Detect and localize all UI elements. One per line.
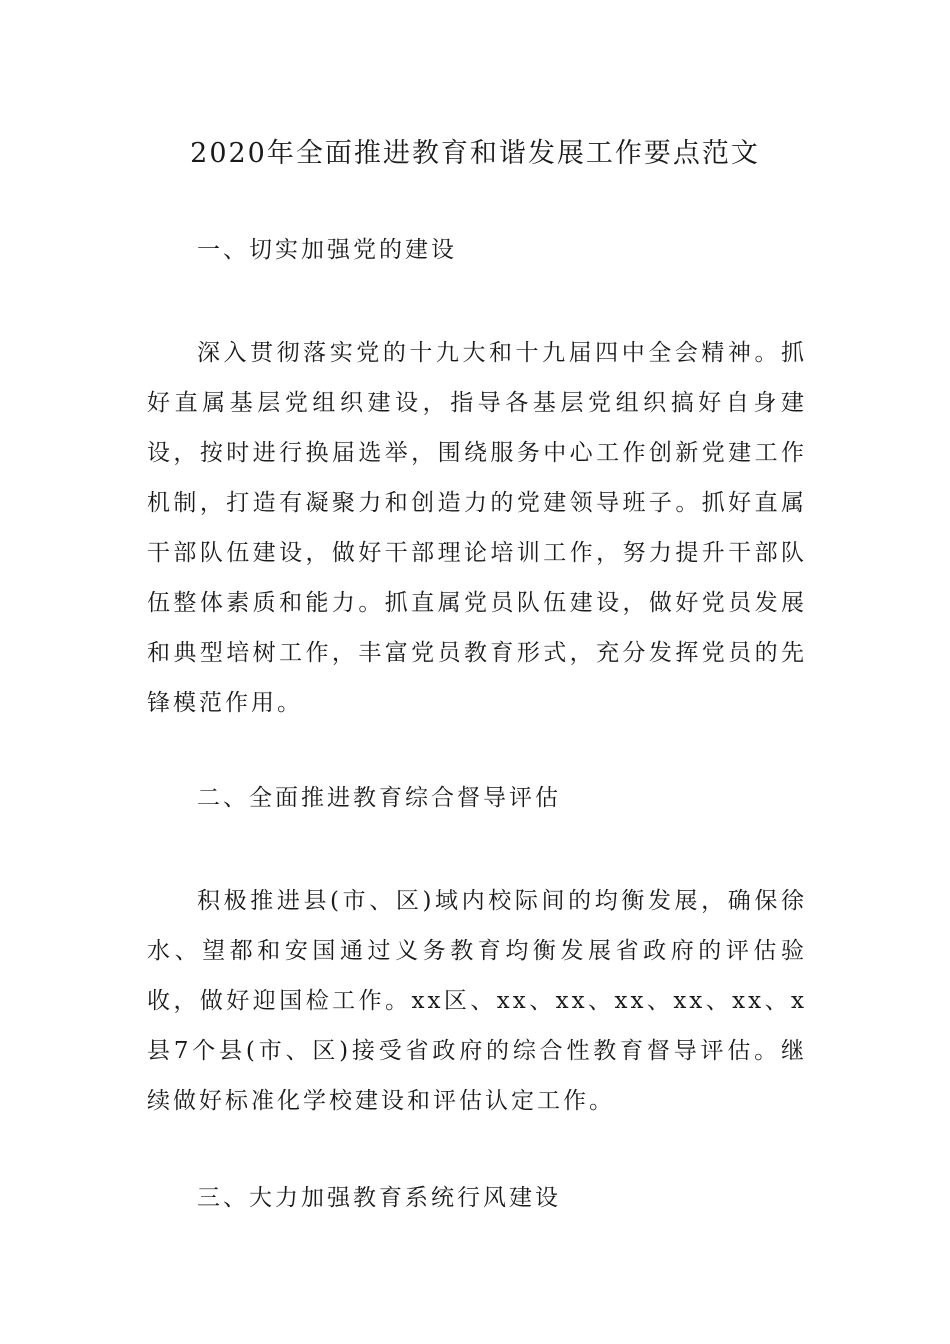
document-title: 2020年全面推进教育和谐发展工作要点范文	[190, 138, 760, 169]
section-paragraph-2: 积极推进县(市、区)域内校际间的均衡发展，确保徐水、望都和安国通过义务教育均衡发展省政府的评估验收，做好迎国检工作。xx区、xx、xx、xx、xx、xx、x县7个县(市、区)接受省政府的综合性教育督导评估。继续做好标准化学校建设和评估认定工作。	[147, 888, 807, 1114]
section-heading-1: 一、切实加强党的建设	[197, 237, 457, 263]
section-paragraph-1: 深入贯彻落实党的十九大和十九届四中全会精神。抓好直属基层党组织建设，指导各基层党组织搞好自身建设，按时进行换届选举，围绕服务中心工作创新党建工作机制，打造有凝聚力和创造力的党建领导班子。抓好直属干部队伍建设，做好干部理论培训工作，努力提升干部队伍整体素质和能力。抓直属党员队伍建设，做好党员发展和典型培树工作，丰富党员教育形式，充分发挥党员的先锋模范作用。	[147, 340, 807, 716]
section-heading-3: 三、大力加强教育系统行风建设	[197, 1185, 561, 1211]
section-heading-2: 二、全面推进教育综合督导评估	[197, 785, 561, 811]
